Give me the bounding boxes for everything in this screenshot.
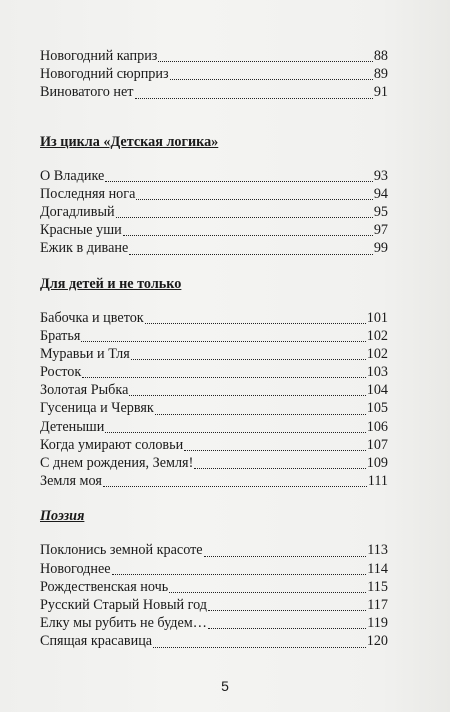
toc-leader	[208, 598, 366, 611]
toc-entry-page: 104	[366, 382, 388, 399]
toc-entry-title: Золотая Рыбка	[40, 382, 129, 399]
toc-entry-page: 106	[366, 418, 388, 435]
toc-entry	[40, 239, 388, 257]
toc-leader	[204, 544, 367, 557]
toc-leader	[112, 562, 367, 575]
toc-entry	[40, 381, 388, 399]
toc-entry-page: 120	[366, 633, 388, 650]
toc-entry-page: 103	[366, 364, 388, 381]
toc-entry-title: Ежик в диване	[40, 240, 129, 257]
toc-entry-title: Когда умирают соловьи	[40, 436, 184, 453]
toc-entry	[40, 596, 388, 614]
toc-leader	[135, 86, 373, 99]
toc-leader	[194, 456, 365, 469]
toc-leader	[136, 187, 372, 200]
toc-entry	[40, 418, 388, 436]
toc-entry-title: Новогодний каприз	[40, 48, 158, 64]
toc-leader	[129, 242, 373, 255]
toc-entry-page: 95	[373, 203, 388, 220]
toc-leader	[208, 616, 366, 629]
toc-leader	[145, 311, 366, 324]
toc-entry-title: Бабочка и цветок	[40, 309, 144, 326]
toc-leader	[81, 329, 365, 342]
toc-leader	[105, 169, 373, 182]
toc-entry-title: Гусеница и Червяк	[40, 400, 154, 417]
toc-entry-title: Виноватого нет	[40, 84, 134, 101]
toc-entry	[40, 472, 388, 490]
toc-entry	[40, 185, 388, 203]
toc-leader	[158, 49, 372, 62]
toc-entry-page: 101	[366, 309, 388, 326]
toc-entry-page: 97	[373, 222, 388, 239]
toc-entry-page: 88	[373, 48, 388, 64]
toc-entry-title: Поклонись земной красоте	[40, 542, 203, 559]
toc-entry-page: 107	[366, 436, 388, 453]
toc-entry	[40, 363, 388, 381]
toc-entry-page: 119	[367, 615, 388, 632]
toc-entry-title: Русский Старый Новый год	[40, 596, 207, 613]
page-number: 5	[221, 678, 229, 694]
toc-entry-title: Росток	[40, 364, 82, 381]
toc-entry-title: Последняя нога	[40, 185, 136, 202]
toc-leader	[184, 438, 366, 451]
table-of-contents	[40, 47, 388, 651]
toc-entry	[40, 221, 388, 239]
toc-section-continued	[40, 47, 388, 102]
toc-leader	[123, 223, 373, 236]
toc-entry-title: Земля моя	[40, 473, 102, 490]
toc-entry	[40, 327, 388, 345]
toc-leader	[129, 383, 365, 396]
toc-entry	[40, 436, 388, 454]
toc-entry-page: 102	[366, 345, 388, 362]
toc-entry	[40, 541, 388, 559]
toc-entry-page: 94	[373, 185, 388, 202]
toc-entry-title: Елку мы рубить не будем…	[40, 615, 207, 632]
toc-leader	[170, 67, 373, 80]
toc-entry	[40, 65, 388, 83]
toc-entry	[40, 47, 388, 65]
toc-leader	[103, 474, 367, 487]
toc-entry	[40, 399, 388, 417]
toc-entry-title: Муравьи и Тля	[40, 345, 130, 362]
toc-entry	[40, 83, 388, 101]
toc-leader	[82, 365, 365, 378]
toc-section-poeziya	[40, 541, 388, 650]
toc-section-dlya-detey	[40, 309, 388, 491]
toc-entry-title: С днем рождения, Земля!	[40, 455, 194, 471]
toc-entry-title: Детеныши	[40, 418, 105, 435]
toc-entry-title: Новогодний сюрприз	[40, 66, 169, 83]
toc-entry-page: 91	[373, 84, 388, 101]
toc-entry-page: 117	[367, 596, 388, 613]
toc-entry	[40, 560, 388, 578]
toc-entry-page: 93	[373, 167, 388, 184]
toc-entry-page: 105	[366, 400, 388, 417]
section-heading-poeziya: Поэзия	[40, 508, 85, 525]
toc-entry	[40, 632, 388, 650]
toc-entry	[40, 454, 388, 472]
toc-leader	[131, 347, 366, 360]
toc-entry-title: Спящая красавица	[40, 633, 153, 650]
toc-leader	[155, 402, 366, 415]
toc-entry-title: Братья	[40, 327, 81, 344]
toc-leader	[116, 205, 373, 218]
toc-entry	[40, 345, 388, 363]
toc-entry	[40, 167, 388, 185]
toc-leader	[153, 635, 366, 648]
toc-entry	[40, 203, 388, 221]
toc-entry-title: Догадливый	[40, 203, 115, 220]
toc-entry-title: Рождественская ночь	[40, 578, 169, 595]
toc-section-detskaya-logika	[40, 167, 388, 258]
toc-entry-page: 99	[373, 240, 388, 257]
toc-entry-page: 111	[367, 473, 388, 490]
toc-entry	[40, 578, 388, 596]
toc-entry-title: Красные уши	[40, 222, 122, 239]
toc-entry-page: 114	[367, 560, 388, 577]
section-heading-dlya-detey: Для детей и не только	[40, 275, 182, 292]
toc-entry-title: О Владике	[40, 167, 105, 184]
toc-entry-page: 102	[366, 327, 388, 344]
toc-leader	[169, 580, 366, 593]
toc-entry	[40, 309, 388, 327]
toc-entry-page: 109	[366, 455, 388, 471]
toc-entry-page: 89	[373, 66, 388, 83]
toc-leader	[105, 420, 365, 433]
toc-entry-page: 113	[367, 542, 388, 559]
section-heading-detskaya-logika: Из цикла «Детская логика»	[40, 133, 219, 150]
toc-entry-page: 115	[367, 578, 388, 595]
toc-entry	[40, 614, 388, 632]
toc-entry-title: Новогоднее	[40, 560, 111, 577]
